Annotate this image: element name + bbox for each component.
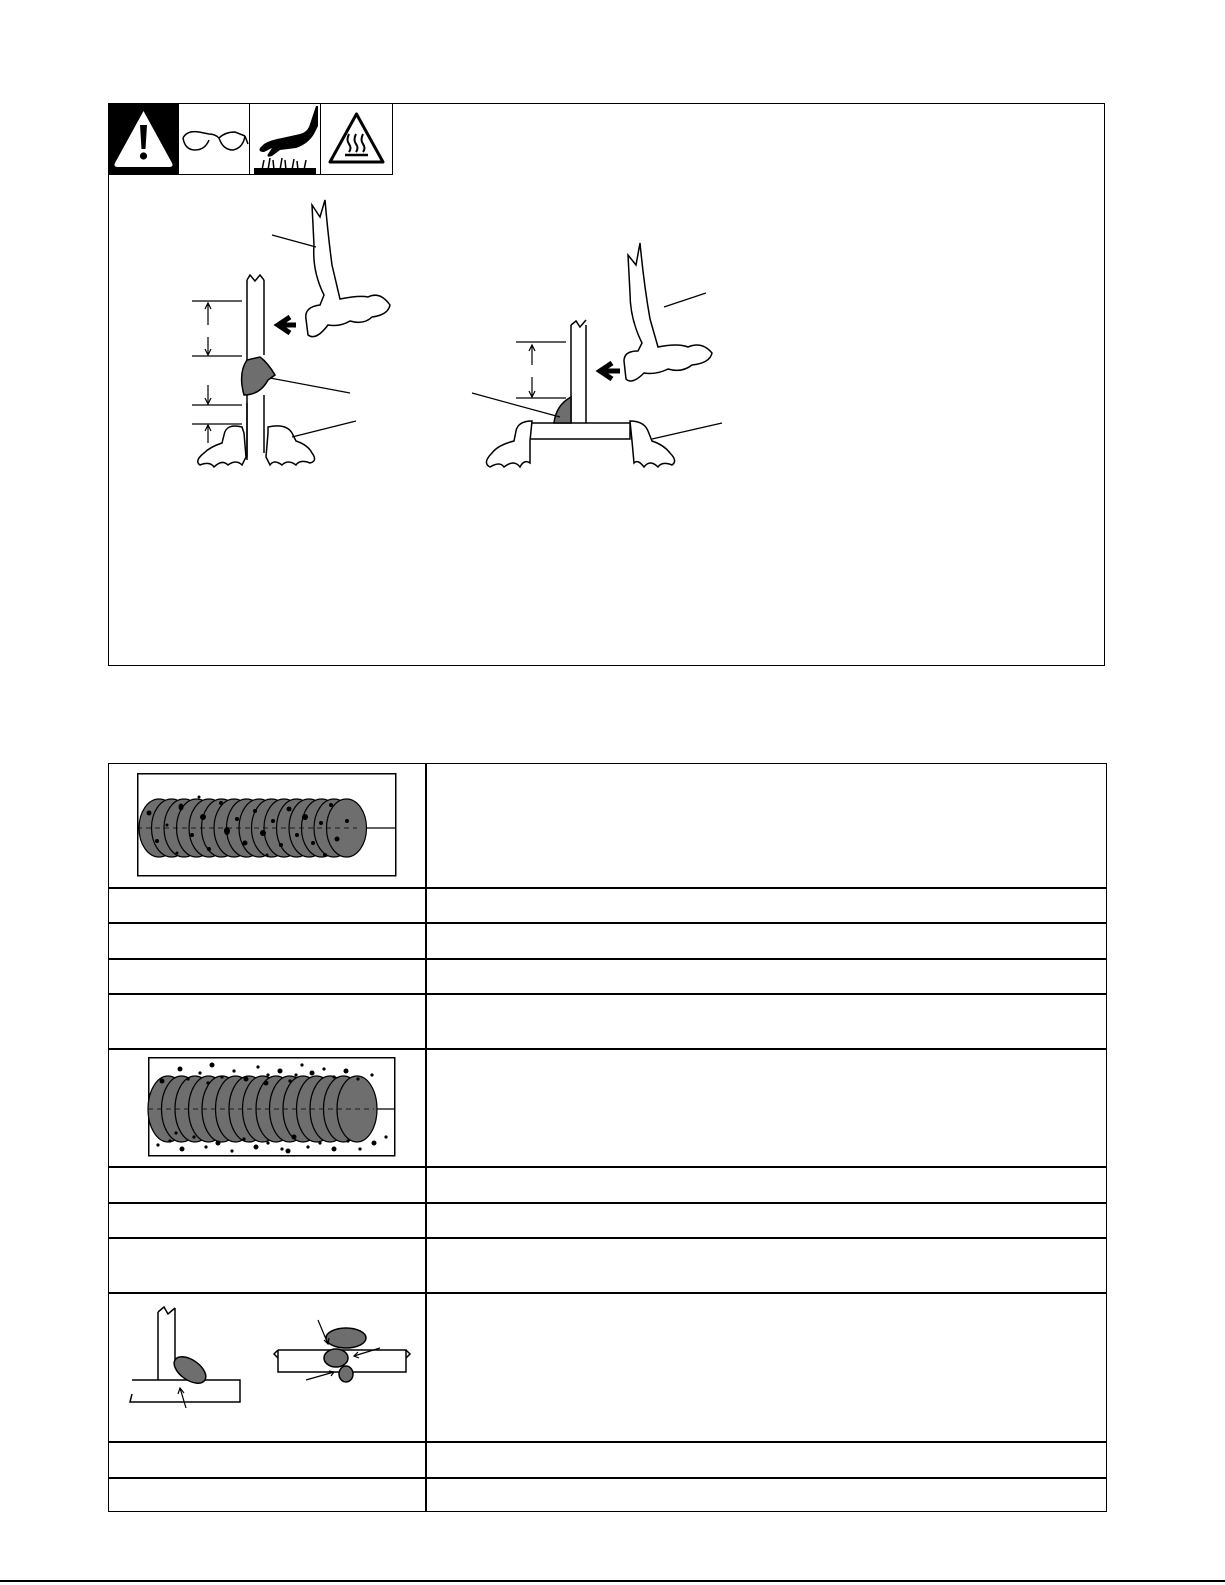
pore-dot (329, 803, 333, 807)
pore-dot (310, 1071, 315, 1076)
pore-dot (243, 841, 248, 846)
pore-dot (322, 1067, 325, 1070)
pore-dot (253, 809, 257, 813)
pore-dot (260, 830, 266, 836)
pore-dot (287, 807, 292, 812)
table-row-divider (108, 1477, 1107, 1479)
pore-dot (323, 853, 327, 857)
table-row-divider (108, 1292, 1107, 1294)
pore-dot (156, 1143, 159, 1146)
pore-dot (216, 1141, 221, 1146)
pore-dot (198, 1071, 201, 1074)
table-row-divider (108, 958, 1107, 960)
pore-dot (332, 1147, 337, 1152)
pore-dot (358, 1147, 361, 1150)
pore-dot (230, 1149, 233, 1152)
pore-dot (311, 841, 315, 845)
pore-dot (306, 1145, 309, 1148)
pore-dot (346, 1139, 349, 1142)
pore-dot (356, 1077, 359, 1080)
pore-dot (266, 854, 269, 857)
pore-dot (332, 1075, 335, 1078)
hot-surface-warning-icon (321, 103, 393, 175)
pore-dot (370, 1073, 373, 1076)
pore-dot (180, 1147, 185, 1152)
pore-dot (319, 821, 323, 825)
pore-dot (160, 1079, 165, 1084)
pore-dot (210, 1063, 215, 1068)
pore-dot (271, 819, 275, 823)
pore-dot (190, 833, 194, 837)
pore-dot (288, 1079, 291, 1082)
page-bottom-rule (0, 1580, 1225, 1582)
pore-dot (174, 1131, 177, 1134)
pore-dot (176, 852, 179, 855)
spatter-weld-bead-icon (148, 1057, 396, 1157)
pore-dot (207, 847, 211, 851)
pore-dot (244, 1077, 249, 1082)
table-row-divider (108, 1166, 1107, 1168)
porosity-weld-bead-icon (137, 773, 397, 877)
table-row-divider (108, 1237, 1107, 1239)
table-row-divider (108, 1202, 1107, 1204)
pore-dot (198, 796, 201, 799)
pore-dot (384, 1135, 387, 1138)
table-row-divider (108, 1441, 1107, 1443)
pore-dot (254, 1145, 259, 1150)
pore-dot (264, 1081, 269, 1086)
pore-dot (335, 837, 340, 842)
pore-dot (232, 1069, 235, 1072)
pore-dot (186, 1077, 189, 1080)
pore-dot (302, 814, 308, 820)
incomplete-fusion-diagram-icon (128, 1302, 418, 1412)
pore-dot (318, 1141, 321, 1144)
pore-dot (256, 1065, 259, 1068)
hot-surface-hand-icon (250, 103, 321, 175)
weld-bead (242, 357, 275, 395)
pore-dot (280, 1147, 283, 1150)
warning-triangle-icon (108, 103, 179, 175)
pore-dot (242, 1137, 245, 1140)
pore-dot (178, 1067, 183, 1072)
pore-dot (295, 833, 299, 837)
pore-dot (200, 814, 206, 820)
pore-dot (166, 824, 169, 827)
safety-glasses-icon (179, 103, 250, 175)
pore-dot (235, 817, 239, 821)
pore-dot (294, 1073, 297, 1076)
table-column-divider (425, 763, 427, 1512)
fillet-weld (554, 397, 571, 423)
table-row-divider (108, 922, 1107, 924)
pore-dot (300, 1063, 303, 1066)
pore-dot (372, 1141, 377, 1146)
table-row-divider (108, 887, 1107, 889)
pore-dot (168, 1139, 171, 1142)
pore-dot (192, 1135, 195, 1138)
pore-dot (179, 804, 184, 811)
pore-dot (279, 843, 283, 847)
pore-dot (266, 1073, 269, 1076)
table-row-divider (108, 993, 1107, 995)
pore-dot (204, 1145, 207, 1148)
pore-dot (345, 819, 349, 823)
pore-dot (155, 839, 159, 843)
pore-dot (147, 811, 152, 816)
pore-dot (219, 801, 223, 805)
pore-dot (344, 1069, 349, 1074)
pore-dot (266, 1141, 269, 1144)
pore-dot (278, 1069, 283, 1074)
pore-dot (206, 1081, 209, 1084)
pore-dot (220, 1075, 223, 1078)
pore-dot (286, 1149, 291, 1154)
hazard-icon-strip (108, 103, 393, 176)
table-row-divider (108, 1048, 1107, 1050)
butt-joint-break-test-diagram (180, 195, 420, 475)
tee-joint-break-test-diagram (478, 235, 738, 475)
pore-dot (292, 1135, 297, 1140)
